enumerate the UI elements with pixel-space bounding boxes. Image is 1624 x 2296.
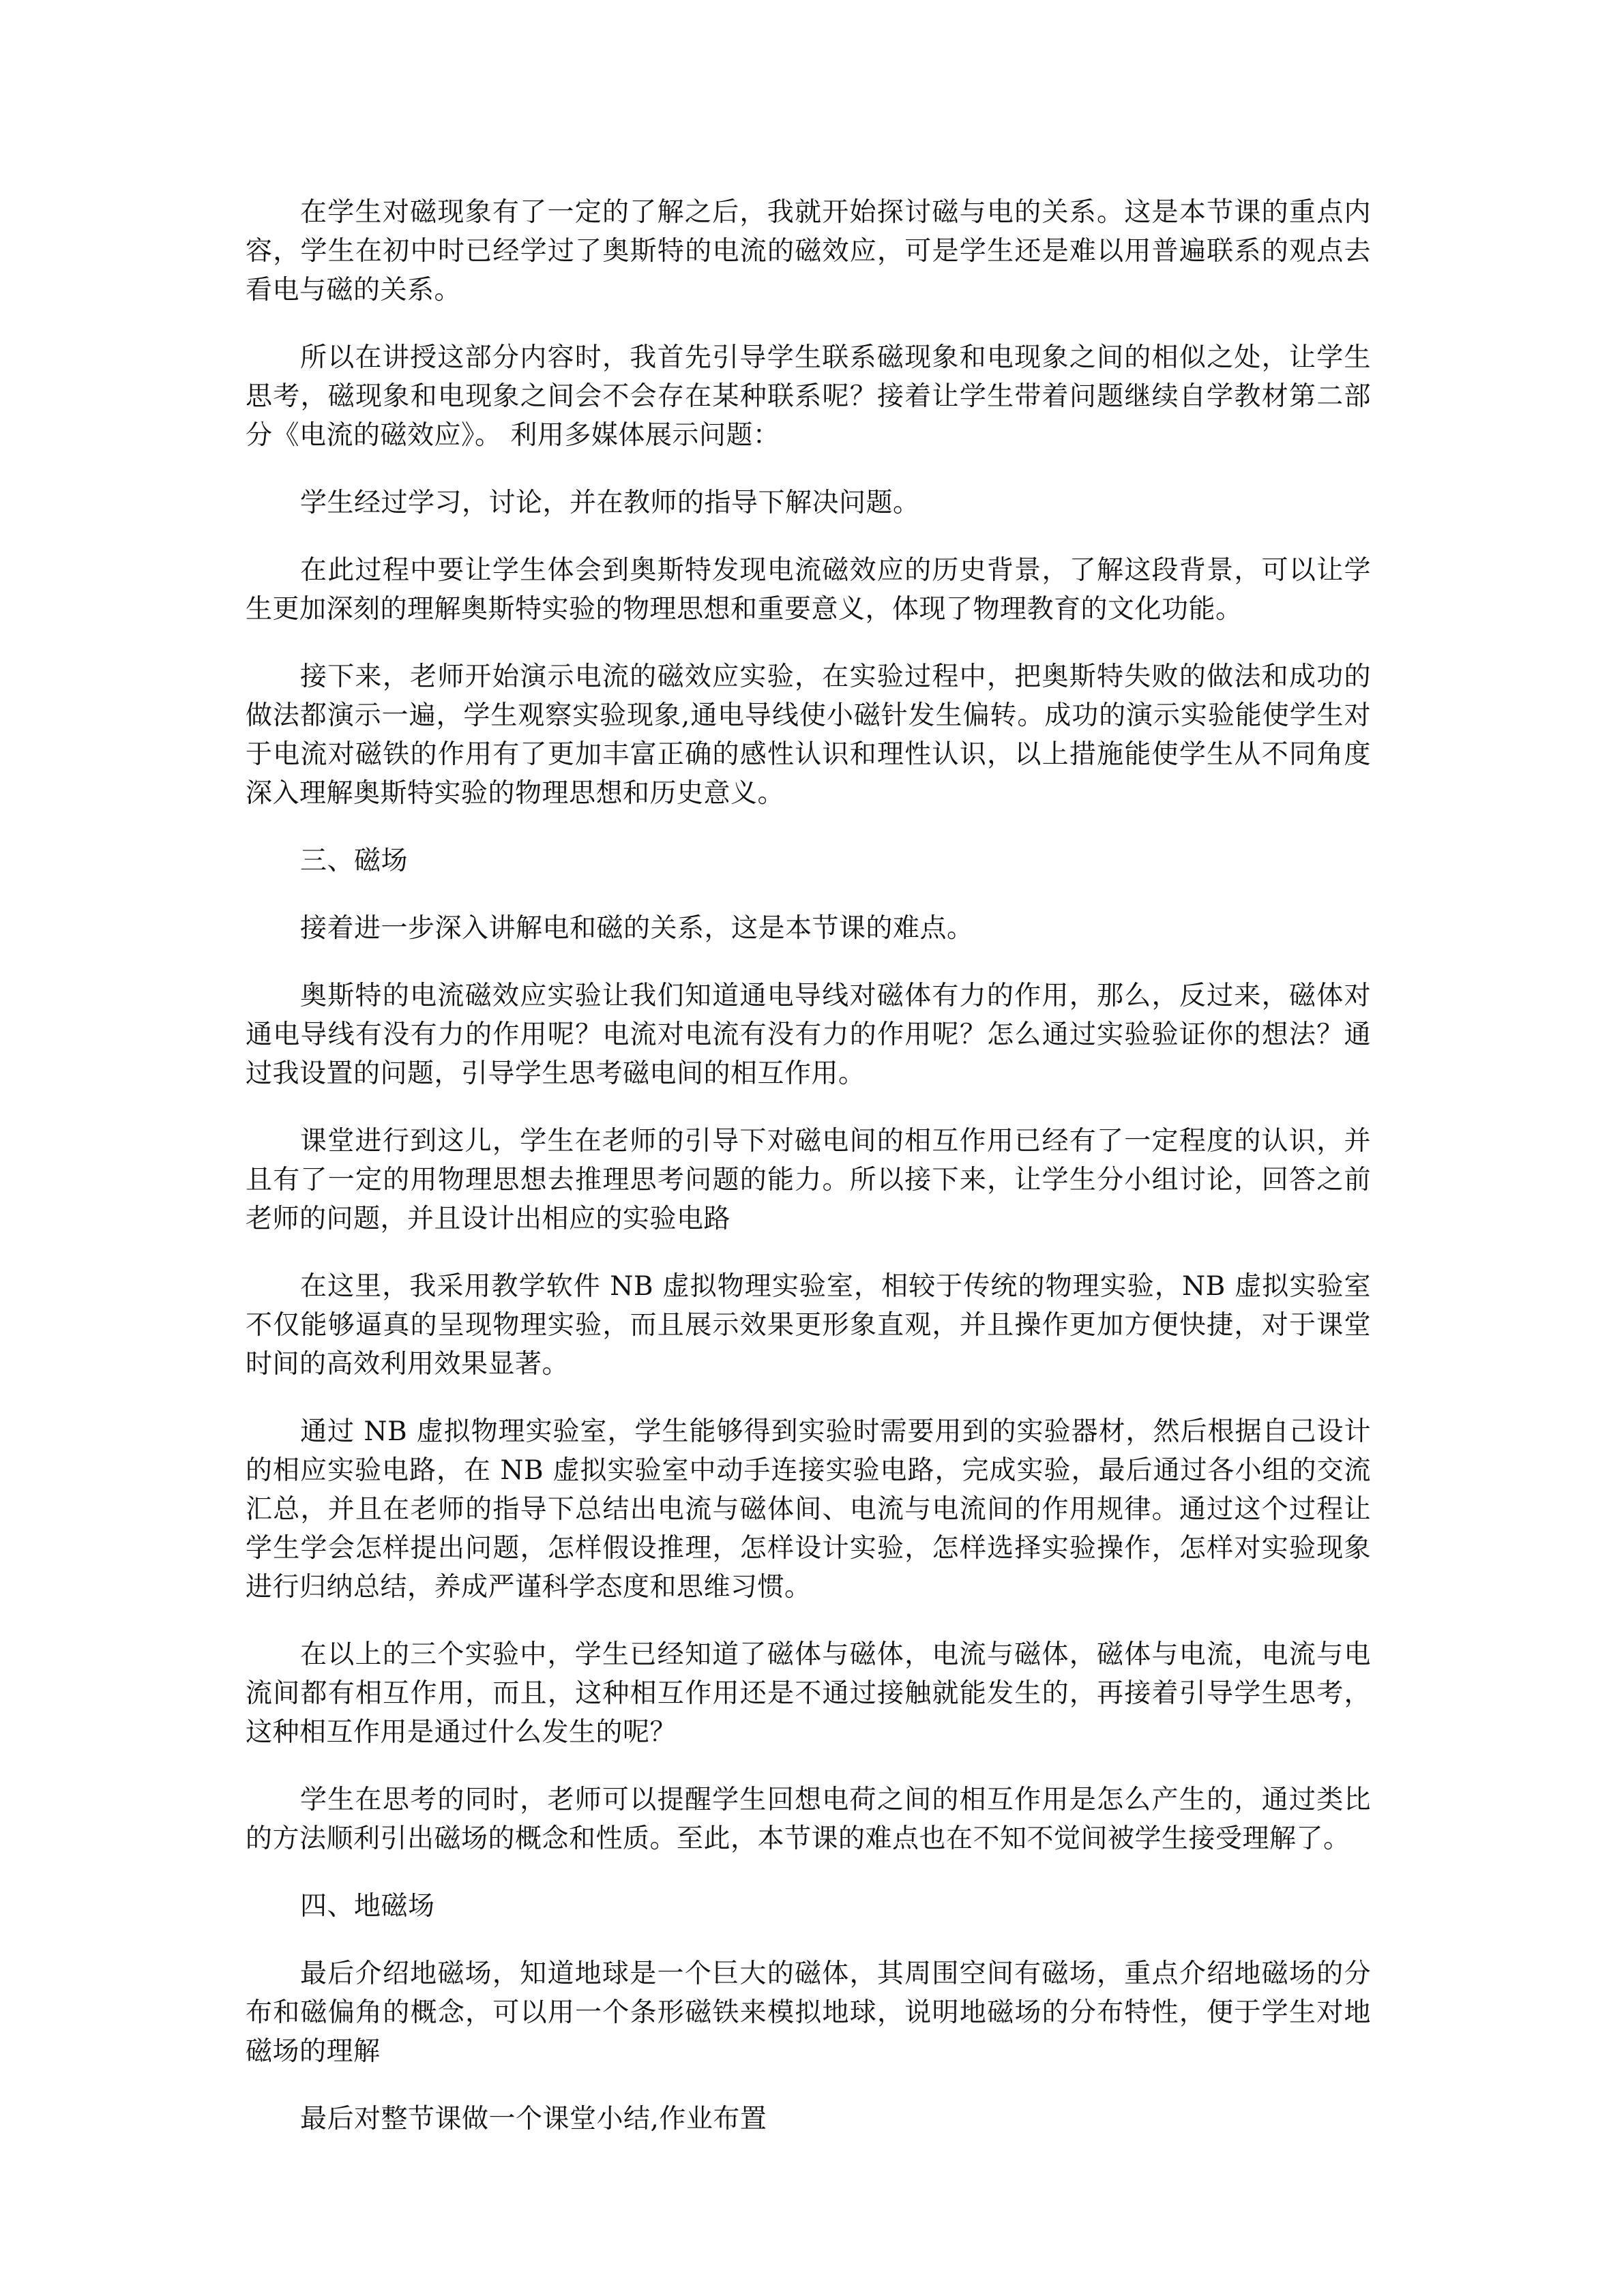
paragraph-difficulty-point: 接着进一步深入讲解电和磁的关系，这是本节课的难点。 <box>300 913 974 944</box>
paragraph-nb-virtual-lab: 在这里，我采用教学软件 NB 虚拟物理实验室，相较于传统的物理实验，NB 虚拟实验室不仅能够逼真的呈现物理实验，而且展示效果更形象直观，并且操作更加方便快捷，对于课堂时间的高效利用效果显著。 <box>246 1271 1371 1380</box>
document-body <box>246 193 1371 2167</box>
paragraph-oersted-questions: 奥斯特的电流磁效应实验让我们知道通电导线对磁体有力的作用，那么，反过来，磁体对通电导线有没有力的作用呢？电流对电流有没有力的作用呢？怎么通过实验验证你的想法？通过我设置的问题，引导学生思考磁电间的相互作用。 <box>246 981 1371 1089</box>
paragraph-field-concept: 学生在思考的同时，老师可以提醒学生回想电荷之间的相互作用是怎么产生的，通过类比的方法顺利引出磁场的概念和性质。至此，本节课的难点也在不知不觉间被学生接受理解了。 <box>246 1785 1371 1854</box>
paragraph-demonstration-experiment: 接下来，老师开始演示电流的磁效应实验，在实验过程中，把奥斯特失败的做法和成功的做法都演示一遍，学生观察实验现象,通电导线使小磁针发生偏转。成功的演示实验能使学生对于电流对磁铁的作用有了更加丰富正确的感性认识和理性认识，以上措施能使学生从不同角度深入理解奥斯特实验的物理思想和历史意义。 <box>246 661 1371 809</box>
paragraph-class-summary: 最后对整节课做一个课堂小结,作业布置 <box>300 2104 767 2134</box>
paragraph-virtual-experiment-process: 通过 NB 虚拟物理实验室，学生能够得到实验时需要用到的实验器材，然后根据自己设计的相应实验电路，在 NB 虚拟实验室中动手连接实验电路，完成实验，最后通过各小组的交流汇总，并且在老师的指导下总结出电流与磁体间、电流与电流间的作用规律。通过这个过程让学生学会怎样提出问题，怎样假设推理，怎样设计实验，怎样选择实验操作，怎样对实验现象进行归纳总结，养成严谨科学态度和思维习惯。 <box>246 1416 1371 1602</box>
paragraph-study-discussion: 学生经过学习，讨论，并在教师的指导下解决问题。 <box>300 488 920 518</box>
paragraph-geomagnetism-intro: 最后介绍地磁场，知道地球是一个巨大的磁体，其周围空间有磁场，重点介绍地磁场的分布和磁偏角的概念，可以用一个条形磁铁来模拟地球，说明地磁场的分布特性，便于学生对地磁场的理解 <box>246 1958 1371 2067</box>
section-heading-magnetic-field: 三、磁场 <box>300 846 409 876</box>
section-heading-geomagnetic-field: 四、地磁场 <box>300 1891 435 1922</box>
paragraph-historical-background: 在此过程中要让学生体会到奥斯特发现电流磁效应的历史背景，了解这段背景，可以让学生更加深刻的理解奥斯特实验的物理思想和重要意义，体现了物理教育的文化功能。 <box>246 555 1371 625</box>
paragraph-guide-similarity: 所以在讲授这部分内容时，我首先引导学生联系磁现象和电现象之间的相似之处，让学生思考，磁现象和电现象之间会不会存在某种联系呢？接着让学生带着问题继续自学教材第二部分《电流的磁效应》。 利用多媒体展示问题： <box>246 342 1371 451</box>
paragraph-intro-magnetism-electricity: 在学生对磁现象有了一定的了解之后，我就开始探讨磁与电的关系。这是本节课的重点内容，学生在初中时已经学过了奥斯特的电流的磁效应，可是学生还是难以用普遍联系的观点去看电与磁的关系。 <box>246 197 1371 305</box>
paragraph-interaction-summary: 在以上的三个实验中，学生已经知道了磁体与磁体，电流与磁体，磁体与电流，电流与电流间都有相互作用，而且，这种相互作用还是不通过接触就能发生的，再接着引导学生思考，这种相互作用是通过什么发生的呢？ <box>246 1639 1371 1748</box>
paragraph-group-discussion: 课堂进行到这儿，学生在老师的引导下对磁电间的相互作用已经有了一定程度的认识，并且有了一定的用物理思想去推理思考问题的能力。所以接下来，让学生分小组讨论，回答之前老师的问题，并且设计出相应的实验电路 <box>246 1126 1371 1234</box>
